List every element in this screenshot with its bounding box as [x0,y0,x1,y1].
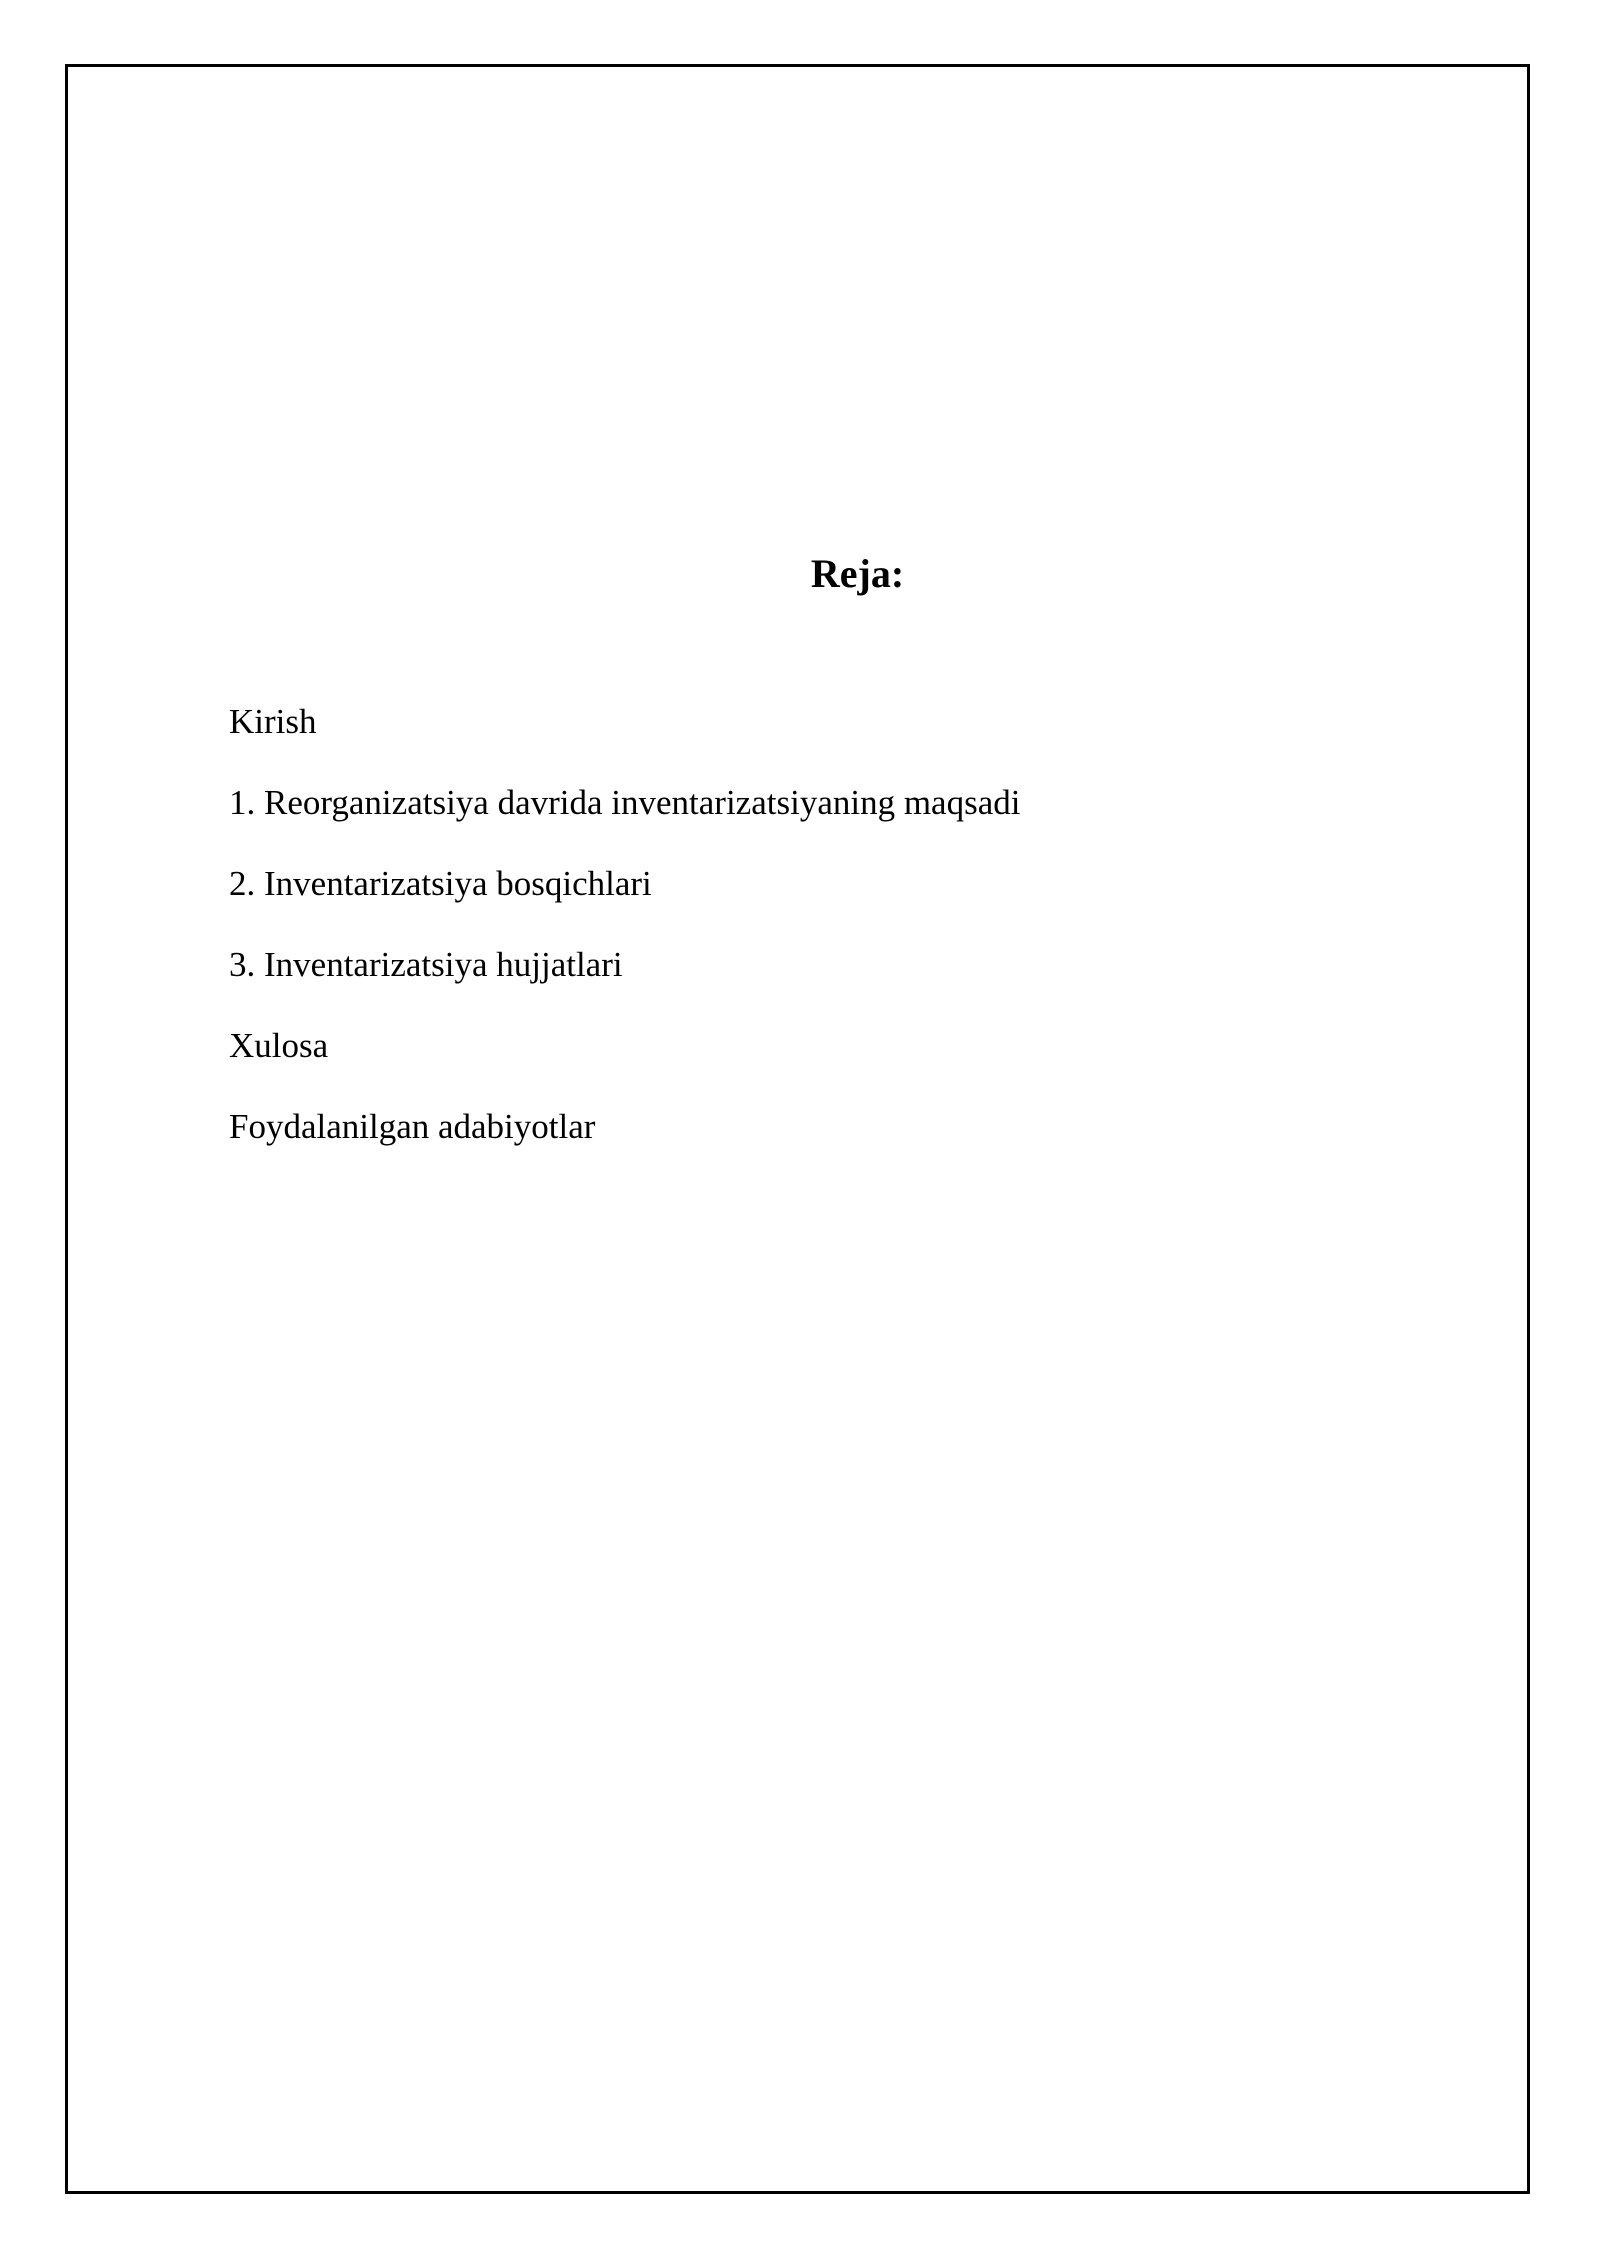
plan-title: Reja: [810,551,905,596]
plan-item-references: Foydalanilgan adabiyotlar [229,1107,596,1146]
plan-item-conclusion: Xulosa [229,1026,329,1065]
plan-list [229,698,1020,1184]
plan-item-2: 2. Inventarizatsiya bosqichlari [229,864,652,903]
plan-item-introduction: Kirish [229,702,317,741]
plan-item-3: 3. Inventarizatsiya hujjatlari [229,945,623,984]
plan-item-1: 1. Reorganizatsiya davrida inventarizatsiyaning maqsadi [229,783,1021,822]
